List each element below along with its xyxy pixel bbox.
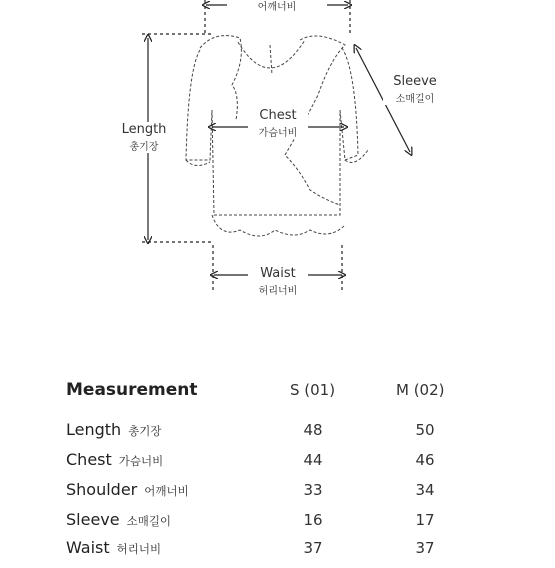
- left-cuff-ruffle: [186, 160, 210, 166]
- chest-label: [248, 108, 308, 139]
- left-sleeve-outline: [186, 50, 212, 160]
- right-cuff-ruffle: [345, 150, 368, 162]
- row-label-ko: 소매길이: [126, 514, 172, 528]
- left-collar-ruffle: [200, 36, 241, 120]
- sleeve-label: [383, 74, 447, 105]
- waist-label-ko: 허리너비: [258, 286, 298, 297]
- value-s: 33: [303, 481, 323, 499]
- size-header-m: M (02): [396, 381, 445, 399]
- hem-ruffle: [212, 215, 345, 236]
- size-header-s: S (01): [290, 381, 336, 399]
- length-label: [113, 122, 175, 153]
- chest-label-en: Chest: [259, 108, 297, 123]
- value-m: 17: [415, 511, 435, 529]
- value-s: 44: [303, 451, 323, 469]
- value-s: 16: [303, 511, 323, 529]
- shoulder-label-ko: 어깨너비: [257, 2, 297, 13]
- row-label-ko: 총기장: [128, 424, 162, 438]
- value-m: 50: [415, 421, 435, 439]
- row-label: [66, 538, 161, 557]
- length-label-en: Length: [121, 122, 167, 137]
- right-sleeve-outline: [340, 48, 358, 160]
- value-m: 37: [415, 539, 435, 557]
- table-row: [0, 510, 555, 540]
- row-label: [66, 450, 163, 469]
- row-label: [66, 420, 162, 439]
- row-label-ko: 가슴너비: [118, 454, 164, 468]
- table-row: [0, 538, 555, 568]
- table-title: Measurement: [66, 380, 198, 400]
- table-header-row: [0, 380, 555, 410]
- row-label-en: Shoulder: [66, 480, 138, 499]
- shoulder-label: [227, 0, 327, 13]
- row-label-ko: 허리너비: [116, 542, 162, 556]
- row-label-en: Sleeve: [66, 510, 120, 529]
- waist-label: [248, 266, 308, 297]
- sleeve-label-en: Sleeve: [393, 74, 437, 89]
- table-row: [0, 480, 555, 510]
- neckline: [238, 40, 305, 68]
- row-label-en: Chest: [66, 450, 112, 469]
- sleeve-label-ko: 소매길이: [395, 94, 435, 105]
- row-label: [66, 510, 171, 529]
- row-label-ko: 어깨너비: [144, 484, 189, 498]
- table-row: [0, 450, 555, 480]
- row-label-en: Waist: [66, 538, 110, 557]
- value-s: 48: [303, 421, 323, 439]
- length-label-ko: 총기장: [129, 142, 159, 153]
- chest-label-ko: 가슴너비: [258, 128, 298, 139]
- value-m: 34: [415, 481, 435, 499]
- value-m: 46: [415, 451, 435, 469]
- waist-label-en: Waist: [260, 266, 296, 281]
- table-row: [0, 420, 555, 450]
- row-label: [66, 480, 189, 499]
- row-label-en: Length: [66, 420, 122, 439]
- button-placket: [270, 45, 272, 75]
- value-s: 37: [303, 539, 323, 557]
